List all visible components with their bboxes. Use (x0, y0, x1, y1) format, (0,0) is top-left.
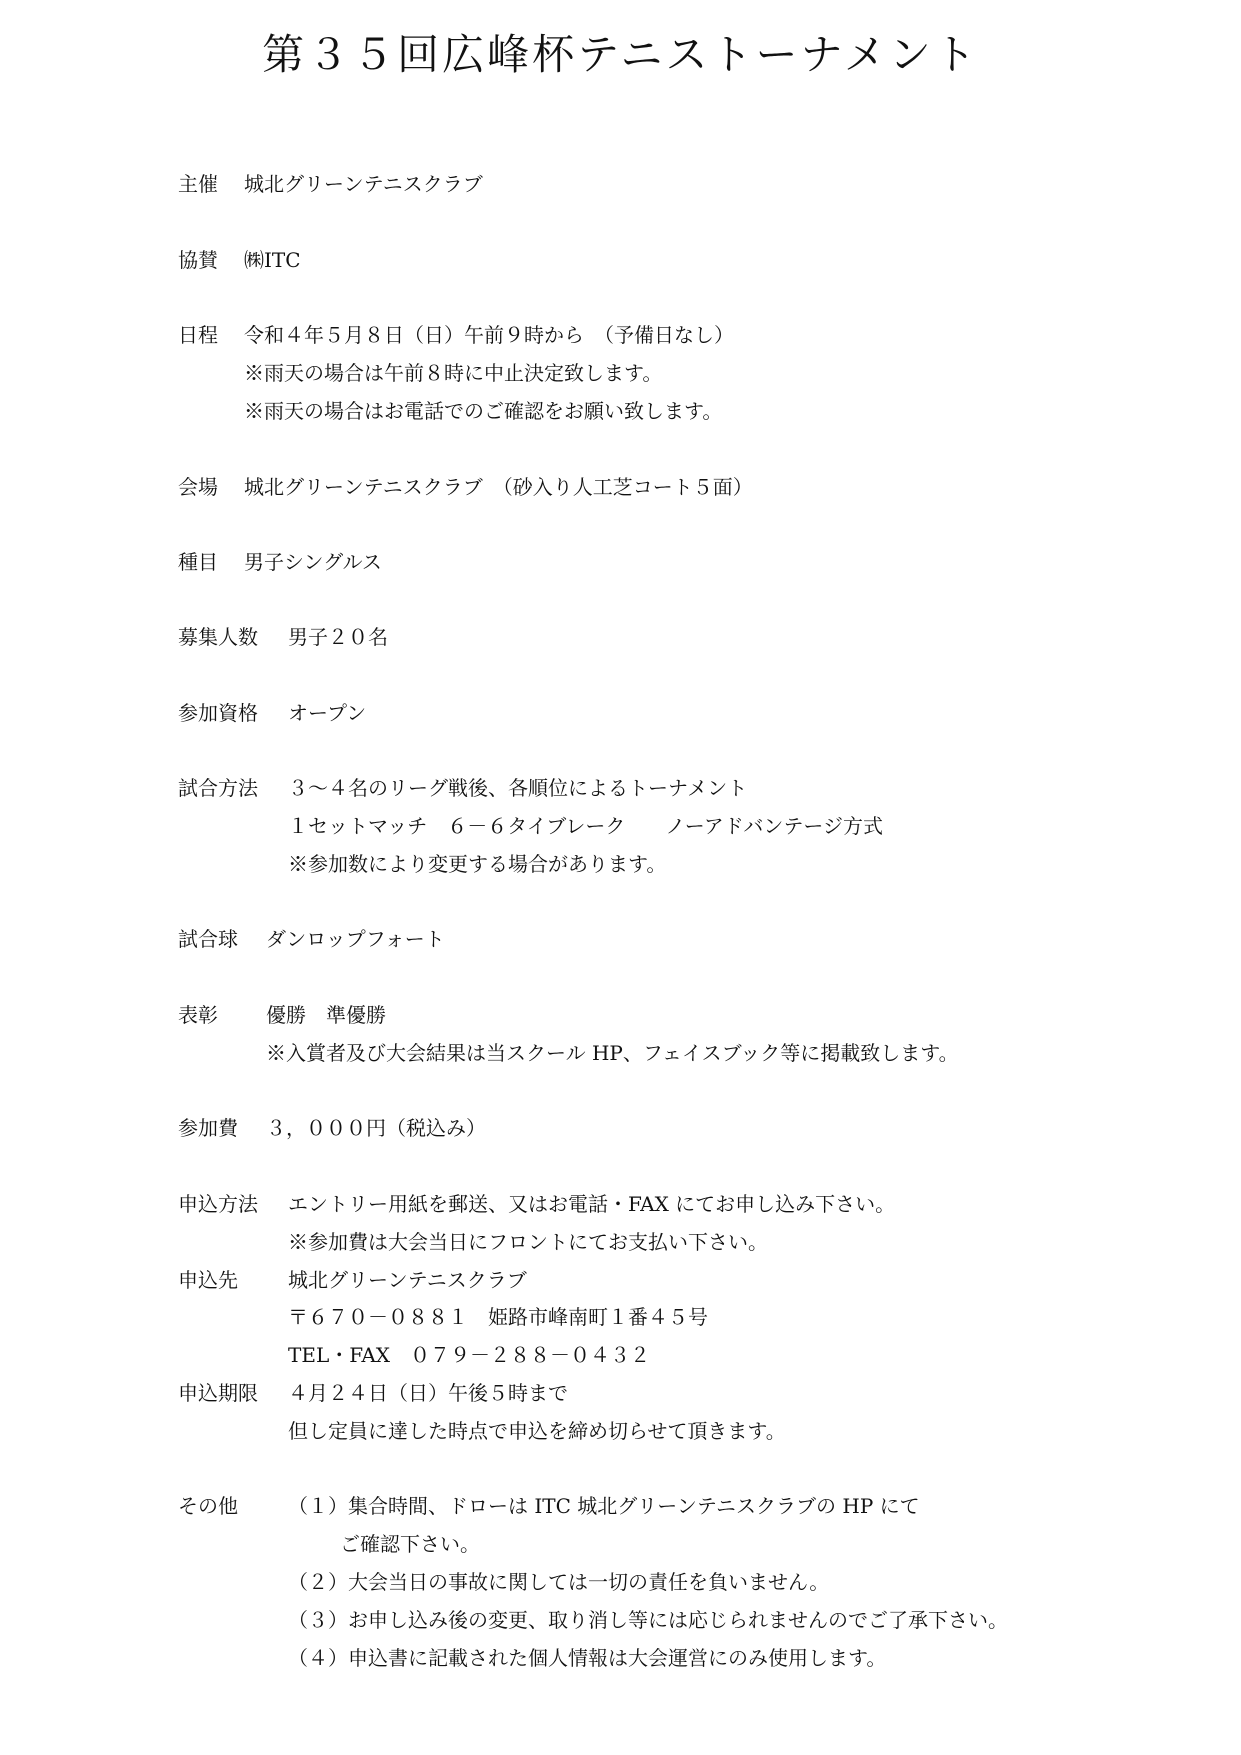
award-label: 表彰 (178, 1003, 218, 1027)
organizer-label: 主催 (178, 172, 218, 196)
venue-label: 会場 (178, 475, 218, 499)
deadline-line: 但し定員に達した時点で申込を締め切らせて頂きます。 (288, 1419, 786, 1443)
format-label: 試合方法 (178, 776, 258, 800)
other-line: （４）申込書に記載された個人情報は大会運営にのみ使用します。 (288, 1646, 887, 1670)
sponsor-label: 協賛 (178, 248, 218, 272)
format-line: ３～４名のリーグ戦後、各順位によるトーナメント (288, 776, 748, 800)
schedule-value: 令和４年５月８日（日）午前９時から （予備日なし） (244, 323, 734, 347)
other-line: （２）大会当日の事故に関しては一切の責任を負いません。 (288, 1570, 830, 1594)
fee-label: 参加費 (178, 1116, 238, 1140)
apply-to-label: 申込先 (178, 1268, 238, 1292)
capacity-value: 男子２０名 (288, 625, 388, 649)
schedule-note: ※雨天の場合は午前８時に中止決定致します。 (244, 361, 663, 385)
other-line: （１）集合時間、ドローは ITC 城北グリーンテニスクラブの HP にて (288, 1494, 920, 1518)
apply-to-line: 城北グリーンテニスクラブ (288, 1268, 527, 1292)
schedule-note: ※雨天の場合はお電話でのご確認をお願い致します。 (244, 399, 723, 423)
apply-to-line: TEL・FAX ０７９－２８８－０４３２ (288, 1343, 651, 1367)
ball-label: 試合球 (178, 927, 238, 951)
apply-to-line: 〒６７０－０８８１ 姫路市峰南町１番４５号 (288, 1305, 708, 1329)
deadline-label: 申込期限 (178, 1381, 258, 1405)
apply-method-line: エントリー用紙を郵送、又はお電話・FAX にてお申し込み下さい。 (288, 1192, 896, 1216)
eligibility-value: オープン (288, 701, 367, 725)
organizer-value: 城北グリーンテニスクラブ (244, 172, 483, 196)
award-value: 優勝 準優勝 (266, 1003, 386, 1027)
other-line: （３）お申し込み後の変更、取り消し等には応じられませんのでご了承下さい。 (288, 1608, 1008, 1632)
other-label: その他 (178, 1494, 238, 1518)
document-title: 第３５回広峰杯テニストーナメント (262, 30, 979, 79)
apply-method-line: ※参加費は大会当日にフロントにてお支払い下さい。 (288, 1230, 768, 1254)
ball-value: ダンロップフォート (266, 927, 445, 951)
deadline-line: ４月２４日（日）午後５時まで (288, 1381, 568, 1405)
event-value: 男子シングルス (244, 550, 382, 574)
format-line: ※参加数により変更する場合があります。 (288, 852, 667, 876)
sponsor-value: ㈱ITC (244, 248, 301, 272)
award-note: ※入賞者及び大会結果は当スクール HP、フェイスブック等に掲載致します。 (266, 1041, 959, 1065)
capacity-label: 募集人数 (178, 625, 258, 649)
schedule-label: 日程 (178, 323, 218, 347)
venue-value: 城北グリーンテニスクラブ （砂入り人工芝コート５面） (244, 475, 753, 499)
eligibility-label: 参加資格 (178, 701, 258, 725)
apply-method-label: 申込方法 (178, 1192, 258, 1216)
format-line: １セットマッチ ６－６タイブレーク ノーアドバンテージ方式 (288, 814, 883, 838)
fee-value: ３，０００円（税込み） (266, 1116, 486, 1140)
event-label: 種目 (178, 550, 218, 574)
other-line: ご確認下さい。 (340, 1532, 480, 1556)
